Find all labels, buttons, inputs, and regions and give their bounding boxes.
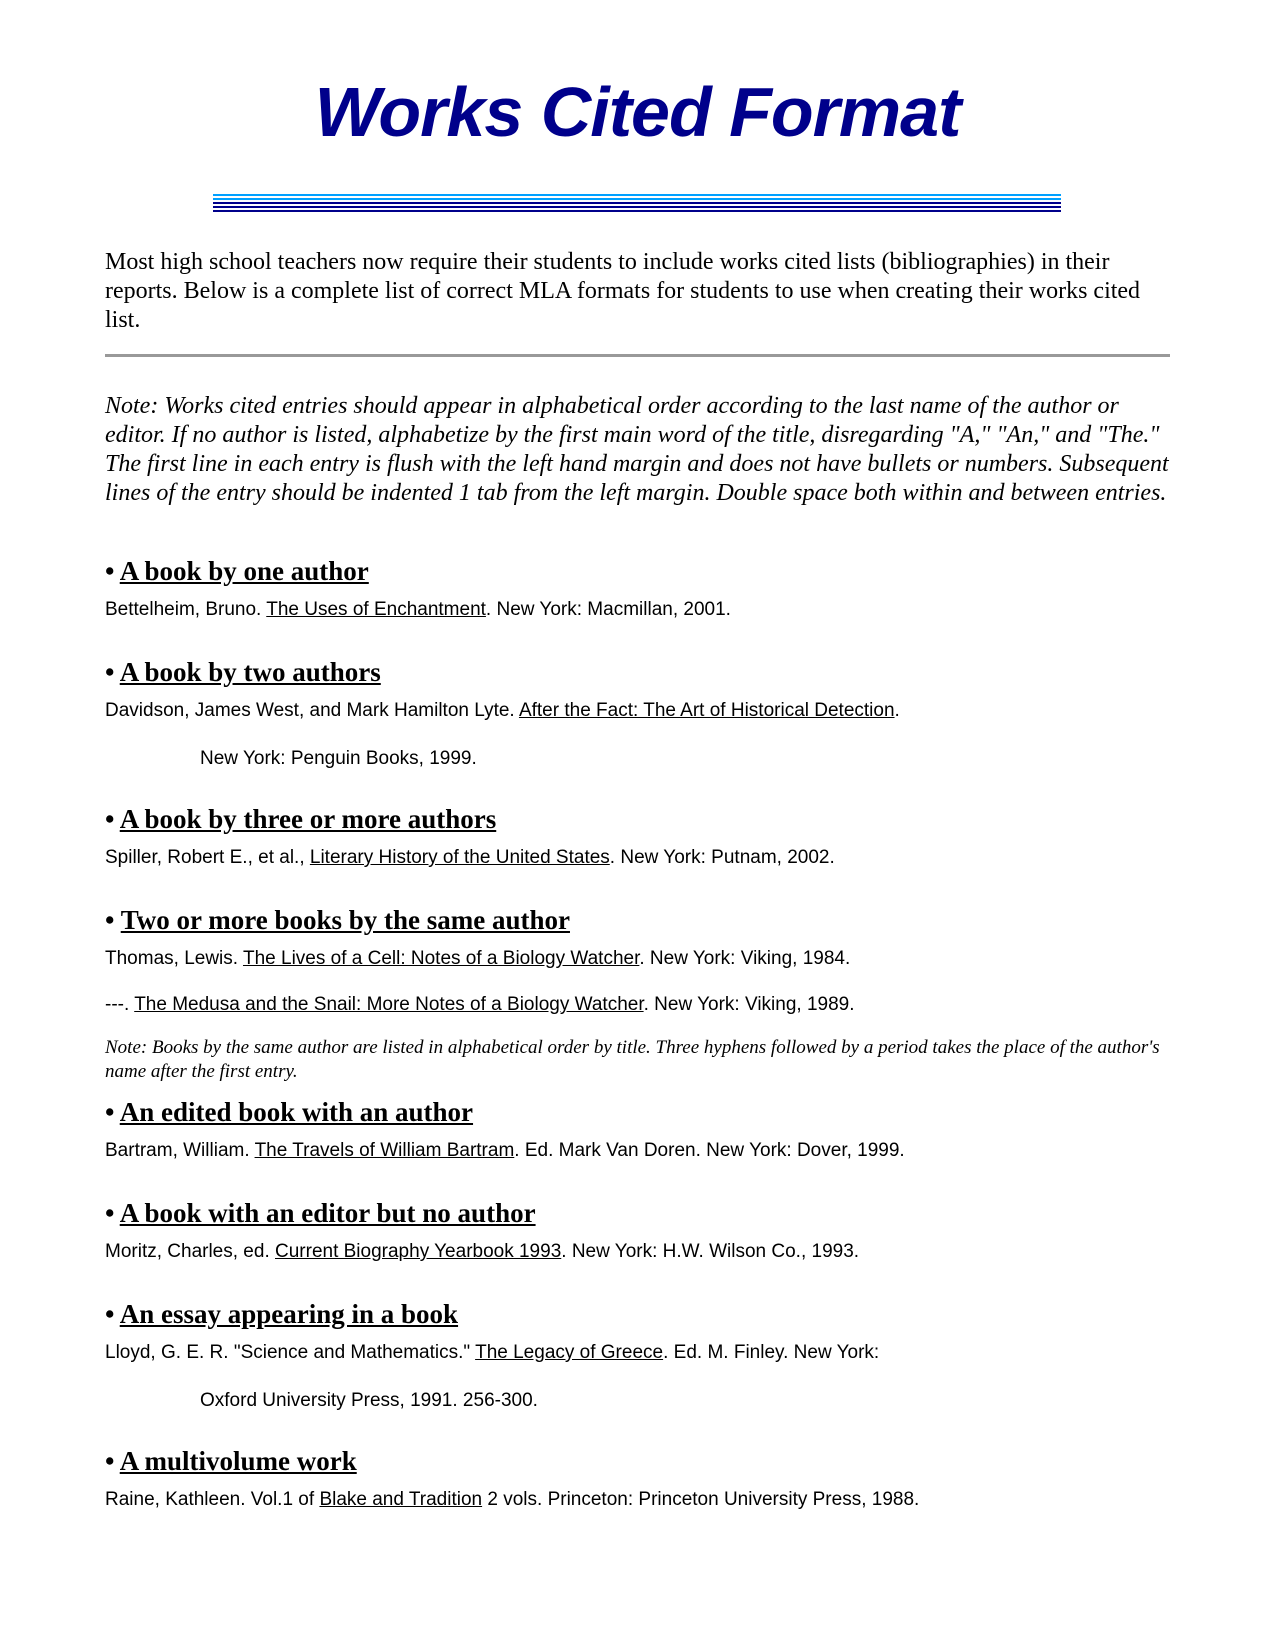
citation-title: The Travels of William Bartram (254, 1140, 515, 1161)
citation-title: The Legacy of Greece (475, 1342, 664, 1363)
citation-author: Lloyd, G. E. R. "Science and Mathematics." (105, 1342, 476, 1363)
bullet: • (105, 556, 120, 586)
stripe-line (213, 194, 1061, 196)
citation-section (105, 657, 1185, 770)
bullet: • (105, 905, 121, 935)
citation-publication: . Ed. M. Finley. New York: (663, 1342, 880, 1363)
citation-publication: . Ed. Mark Van Doren. New York: Dover, 1999. (514, 1140, 905, 1161)
citation-title: The Lives of a Cell: Notes of a Biology Watcher (242, 948, 640, 969)
section-heading (105, 1299, 1185, 1330)
citation-author: Bettelheim, Bruno. (105, 599, 267, 620)
citation-author: ---. (105, 994, 135, 1015)
citation-continuation: Oxford University Press, 1991. 256-300. (200, 1390, 538, 1411)
stripe-line (213, 206, 1061, 208)
citation-title: Current Biography Yearbook 1993 (275, 1241, 562, 1262)
bullet: • (105, 1097, 120, 1127)
citation-entry (105, 700, 1185, 722)
citation-author: Raine, Kathleen. Vol.1 of (105, 1489, 320, 1510)
decorative-stripes (213, 194, 1061, 214)
section-heading-text: An edited book with an author (119, 1097, 474, 1127)
bullet: • (105, 1446, 120, 1476)
citation-section (105, 1446, 1185, 1511)
citation-author: Spiller, Robert E., et al., (105, 847, 310, 868)
citation-entry (105, 994, 1185, 1016)
citation-title: Blake and Tradition (319, 1489, 483, 1510)
citation-entry (105, 948, 1185, 970)
stripe-line (213, 202, 1061, 204)
section-heading (105, 657, 1185, 688)
section-note: Note: Books by the same author are listed in alphabetical order by title. Three hyphens followed by a period takes the place of the author's name after the first entry. (105, 1037, 1160, 1082)
bullet: • (105, 1198, 120, 1228)
section-heading-text: A book by two authors (119, 657, 381, 687)
bullet: • (105, 804, 120, 834)
citation-entry (105, 1489, 1185, 1511)
citation-entry (105, 1342, 1185, 1364)
citation-publication: . New York: H.W. Wilson Co., 1993. (561, 1241, 860, 1262)
section-heading-text: Two or more books by the same author (120, 905, 570, 935)
citation-section (105, 905, 1185, 1084)
citation-author: Moritz, Charles, ed. (105, 1241, 275, 1262)
section-heading-text: A book by one author (119, 556, 369, 586)
page-title: Works Cited Format (314, 73, 961, 151)
citation-publication: . New York: Putnam, 2002. (609, 847, 835, 868)
citation-title: The Medusa and the Snail: More Notes of a Biology Watcher (134, 994, 644, 1015)
section-heading (105, 1097, 1185, 1128)
citation-section (105, 1299, 1185, 1412)
note-paragraph: Note: Works cited entries should appear in alphabetical order according to the last name of the author or editor. If no author is listed, alphabetize by the first main word of the title, disregarding "A," "An," and "The." The first line in each entry is flush with the left hand margin and does not have bullets or numbers. Subsequent lines of the entry should be indented 1 tab from the left margin. Double space both within and between entries. (105, 393, 1169, 506)
citation-section (105, 556, 1185, 621)
bullet: • (105, 657, 120, 687)
citation-publication: . New York: Viking, 1989. (643, 994, 855, 1015)
citation-publication: 2 vols. Princeton: Princeton University Press, 1988. (482, 1489, 920, 1510)
citation-author: Davidson, James West, and Mark Hamilton Lyte. (105, 700, 519, 721)
citation-title: Literary History of the United States (309, 847, 610, 868)
citation-author: Thomas, Lewis. (105, 948, 243, 969)
stripe-line (213, 210, 1061, 212)
section-heading-text: A book by three or more authors (119, 804, 497, 834)
citation-title: The Uses of Enchantment (266, 599, 486, 620)
citation-continuation: New York: Penguin Books, 1999. (200, 748, 477, 769)
citation-entry (105, 1241, 1185, 1263)
section-heading-text: A book with an editor but no author (119, 1198, 536, 1228)
stripe-line (213, 198, 1061, 200)
citation-entry (105, 1140, 1185, 1162)
citation-author: Bartram, William. (105, 1140, 255, 1161)
section-heading (105, 556, 1185, 587)
section-heading-text: A multivolume work (119, 1446, 357, 1476)
citation-section (105, 804, 1185, 869)
horizontal-divider (105, 354, 1170, 357)
section-heading (105, 804, 1185, 835)
citation-entry (105, 599, 1185, 621)
section-heading (105, 1198, 1185, 1229)
citation-publication: . New York: Macmillan, 2001. (485, 599, 731, 620)
section-heading (105, 905, 1185, 936)
citation-section (105, 1198, 1185, 1263)
citation-entry (105, 847, 1185, 869)
citation-section (105, 1097, 1185, 1162)
citation-title: After the Fact: The Art of Historical Detection (518, 700, 895, 721)
citation-publication: . New York: Viking, 1984. (639, 948, 851, 969)
citation-publication: . (894, 700, 900, 721)
bullet: • (105, 1299, 120, 1329)
section-heading-text: An essay appearing in a book (119, 1299, 459, 1329)
intro-paragraph: Most high school teachers now require their students to include works cited lists (bibliographies) in their reports. Below is a complete list of correct MLA formats for students to use when creating their works cited list. (105, 249, 1141, 333)
section-heading (105, 1446, 1185, 1477)
